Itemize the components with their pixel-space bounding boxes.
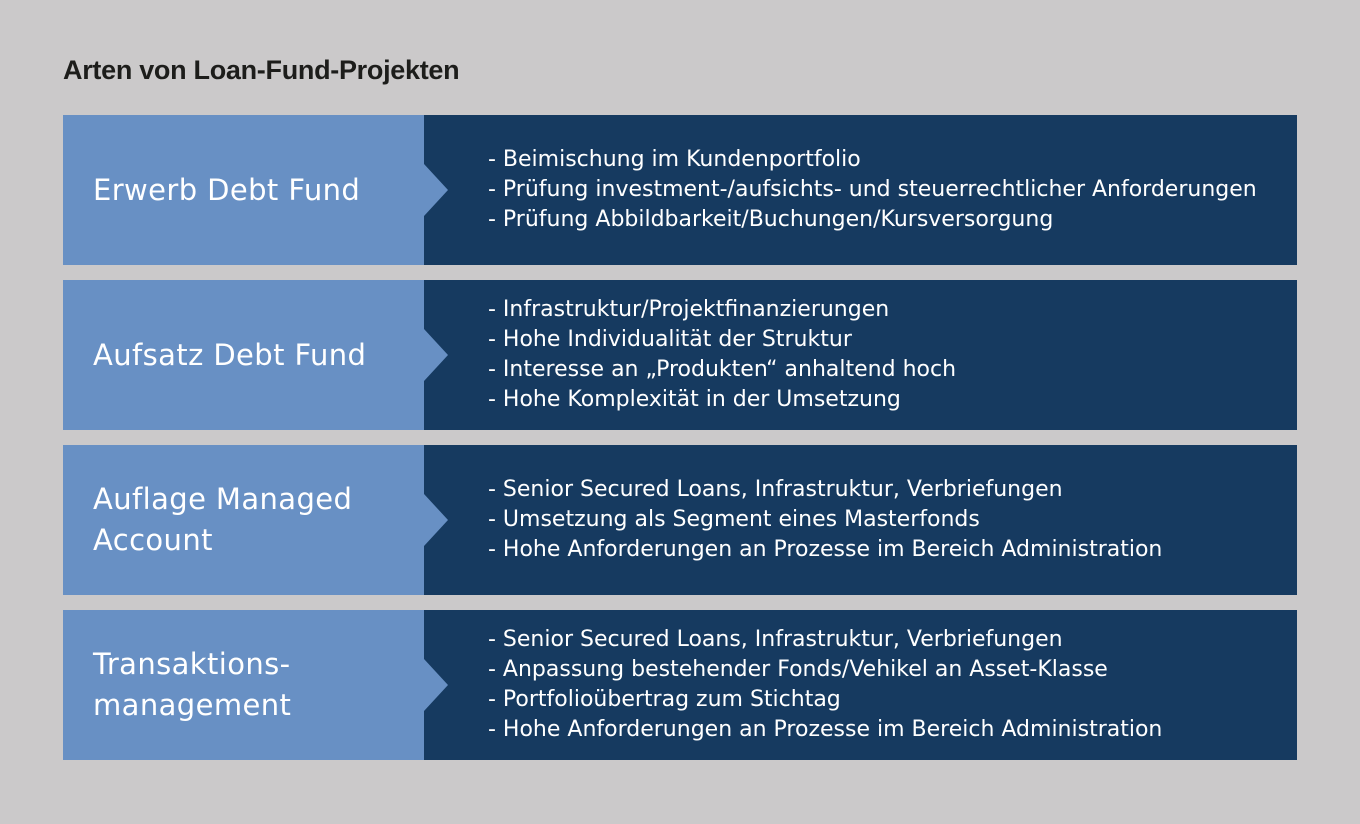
list-item: - Anpassung bestehender Fonds/Vehikel an Asset-Klasse [488, 657, 1108, 682]
chevron-right-icon [424, 329, 448, 381]
list-item: - Prüfung investment-/aufsichts- und steuerrechtlicher Anforderungen [488, 177, 1257, 202]
project-type-label: Transaktions- management [93, 647, 292, 722]
project-type-row [63, 610, 1297, 760]
project-type-label-box [63, 445, 424, 595]
chevron-right-icon [424, 164, 448, 216]
list-item: - Hohe Komplexität in der Umsetzung [488, 387, 901, 412]
project-type-details [424, 610, 1297, 760]
list-item: - Interesse an „Produkten“ anhaltend hoch [488, 357, 957, 382]
list-item: - Umsetzung als Segment eines Masterfonds [488, 507, 980, 532]
list-item: - Senior Secured Loans, Infrastruktur, Verbriefungen [488, 627, 1063, 652]
detail-list [488, 625, 1162, 745]
project-type-row [63, 445, 1297, 595]
project-type-table [63, 115, 1297, 760]
list-item: - Senior Secured Loans, Infrastruktur, Verbriefungen [488, 477, 1063, 502]
list-item: - Beimischung im Kundenportfolio [488, 147, 861, 172]
page-title: Arten von Loan-Fund-Projekten [63, 55, 460, 85]
project-type-label: Aufsatz Debt Fund [93, 337, 367, 372]
list-item: - Hohe Individualität der Struktur [488, 327, 852, 352]
detail-list [488, 145, 1257, 235]
list-item: - Hohe Anforderungen an Prozesse im Bereich Administration [488, 537, 1163, 562]
project-type-details [424, 115, 1297, 265]
project-type-details [424, 445, 1297, 595]
project-type-label-box [63, 280, 424, 430]
project-type-label: Erwerb Debt Fund [93, 172, 361, 207]
project-type-label-box [63, 610, 424, 760]
chevron-right-icon [424, 659, 448, 711]
list-item: - Portfolioübertrag zum Stichtag [488, 687, 841, 712]
project-type-label: Auflage Managed Account [93, 482, 353, 557]
list-item: - Hohe Anforderungen an Prozesse im Bereich Administration [488, 717, 1163, 742]
project-type-label-box [63, 115, 424, 265]
project-type-details [424, 280, 1297, 430]
project-type-row [63, 280, 1297, 430]
list-item: - Infrastruktur/Projektfinanzierungen [488, 297, 890, 322]
project-type-row [63, 115, 1297, 265]
chevron-right-icon [424, 494, 448, 546]
list-item: - Prüfung Abbildbarkeit/Buchungen/Kursversorgung [488, 207, 1054, 232]
detail-list [488, 475, 1162, 565]
detail-list [488, 295, 956, 415]
